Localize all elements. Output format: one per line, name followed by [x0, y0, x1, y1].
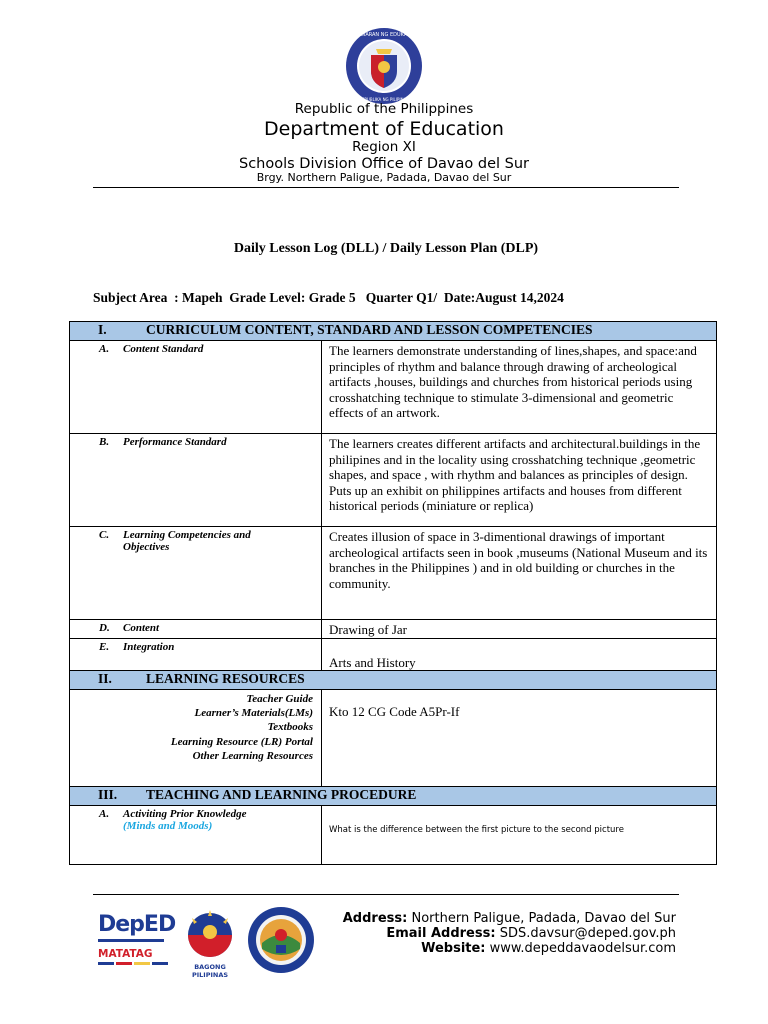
row-value: What is the difference between the first picture to the second picture	[322, 806, 717, 865]
row-label: Performance Standard	[123, 436, 227, 448]
section-number: II.	[98, 671, 112, 686]
address-label: Address:	[342, 911, 408, 926]
row-letter: A.	[99, 808, 110, 820]
website-label: Website:	[421, 941, 486, 956]
footer-website	[421, 941, 676, 956]
section-header-procedure	[70, 787, 717, 806]
bagong-pilipinas-emblem	[180, 908, 240, 958]
table-row	[70, 806, 717, 865]
address-value: Northern Paligue, Padada, Davao del Sur	[411, 911, 676, 926]
subject-line: Subject Area : Mapeh Grade Level: Grade 5 Quarter Q1/ Date:August 14,2024	[93, 290, 564, 305]
section-header-resources	[70, 671, 717, 690]
deped-seal-logo	[345, 27, 423, 105]
row-label: Activiting Prior Knowledge	[123, 808, 247, 820]
seal-text-bottom: REPUBLIKA NG PILIPINAS	[359, 97, 409, 102]
row-letter: B.	[99, 436, 110, 448]
row-letter: E.	[99, 641, 110, 653]
header-divider	[93, 187, 679, 188]
row-label: Content Standard	[123, 343, 204, 355]
deped-matatag-logo	[98, 908, 176, 968]
row-value: Drawing of Jar	[322, 620, 717, 639]
email-value[interactable]: SDS.davsur@deped.gov.ph	[499, 926, 676, 941]
division-label: Schools Division Office of Davao del Sur	[239, 156, 529, 172]
table-row	[70, 639, 717, 671]
row-letter: D.	[99, 622, 110, 634]
table-row	[70, 690, 717, 787]
section-title: TEACHING AND LEARNING PROCEDURE	[146, 787, 417, 802]
department-title: Department of Education	[264, 118, 504, 140]
document-title: Daily Lesson Log (DLL) / Daily Lesson Plan (DLP)	[233, 241, 539, 256]
website-value[interactable]: www.depeddavaodelsur.com	[489, 941, 676, 956]
section-title: LEARNING RESOURCES	[146, 671, 305, 686]
row-label: Learning Competencies and Objectives	[123, 529, 251, 553]
row-value: The learners demonstrate understanding of lines,shapes, and space:and principles of rhythm and balance through drawing of archeological artifacts ,houses, buildings and churches from historical periods using crosshatching technique to stimulate 3-dimensional and geometric effects of an artwork.	[322, 341, 717, 434]
bagong-pilipinas-logo	[180, 908, 240, 979]
matatag-text: MATATAG	[98, 948, 153, 960]
resource-label: Learning Resource (LR) Portal	[170, 735, 313, 748]
row-letter: C.	[99, 529, 110, 541]
table-row	[70, 434, 717, 527]
division-seal-logo	[246, 905, 316, 975]
resource-label: Teacher Guide	[246, 693, 313, 705]
table-row	[70, 341, 717, 434]
resources-labels	[70, 690, 322, 787]
row-value: Arts and History	[322, 639, 717, 671]
section-number: III.	[98, 787, 118, 802]
row-sublabel: (Minds and Moods)	[123, 820, 213, 832]
seal-text-top: KAGAWARAN NG EDUKASYON	[347, 32, 421, 38]
row-value: The learners creates different artifacts and architectural.buildings in the philipines and in the locality using crosshatching technique ,geometric shapes, and space , with rhythm and balances as principles of design. Puts up an exhibit on philippines artifacts and houses from different historical periods (miniature or replica)	[322, 434, 717, 527]
table-row	[70, 620, 717, 639]
footer-divider	[93, 894, 679, 895]
row-value: Creates illusion of space in 3-dimentional drawings of important archeological artifacts seen in book ,museums (National Museum and its branches in the Philippines ) and in old building or churches in the community.	[322, 527, 717, 620]
resource-label: Other Learning Resources	[192, 749, 313, 762]
section-title: CURRICULUM CONTENT, STANDARD AND LESSON COMPETENCIES	[146, 322, 593, 337]
resource-label: Learner’s Materials(LMs)	[194, 707, 313, 720]
bagong-pilipinas-text: BAGONG PILIPINAS	[191, 963, 229, 979]
row-label: Integration	[123, 641, 175, 653]
section-number: I.	[98, 322, 107, 337]
resource-label: Textbooks	[267, 721, 313, 734]
footer-address	[343, 911, 676, 926]
resources-value: Kto 12 CG Code A5Pr-If	[322, 690, 717, 787]
row-letter: A.	[99, 343, 110, 355]
row-label: Content	[123, 622, 160, 634]
table-row	[70, 527, 717, 620]
division-address: Brgy. Northern Paligue, Padada, Davao del Sur	[256, 171, 512, 184]
republic-label: Republic of the Philippines	[294, 101, 474, 117]
lesson-log-table	[69, 321, 717, 865]
section-header-curriculum	[70, 322, 717, 341]
deped-logo-text: DepED	[98, 912, 176, 937]
footer-email	[386, 926, 676, 941]
email-label: Email Address:	[386, 926, 496, 941]
region-label: Region XI	[352, 139, 416, 155]
